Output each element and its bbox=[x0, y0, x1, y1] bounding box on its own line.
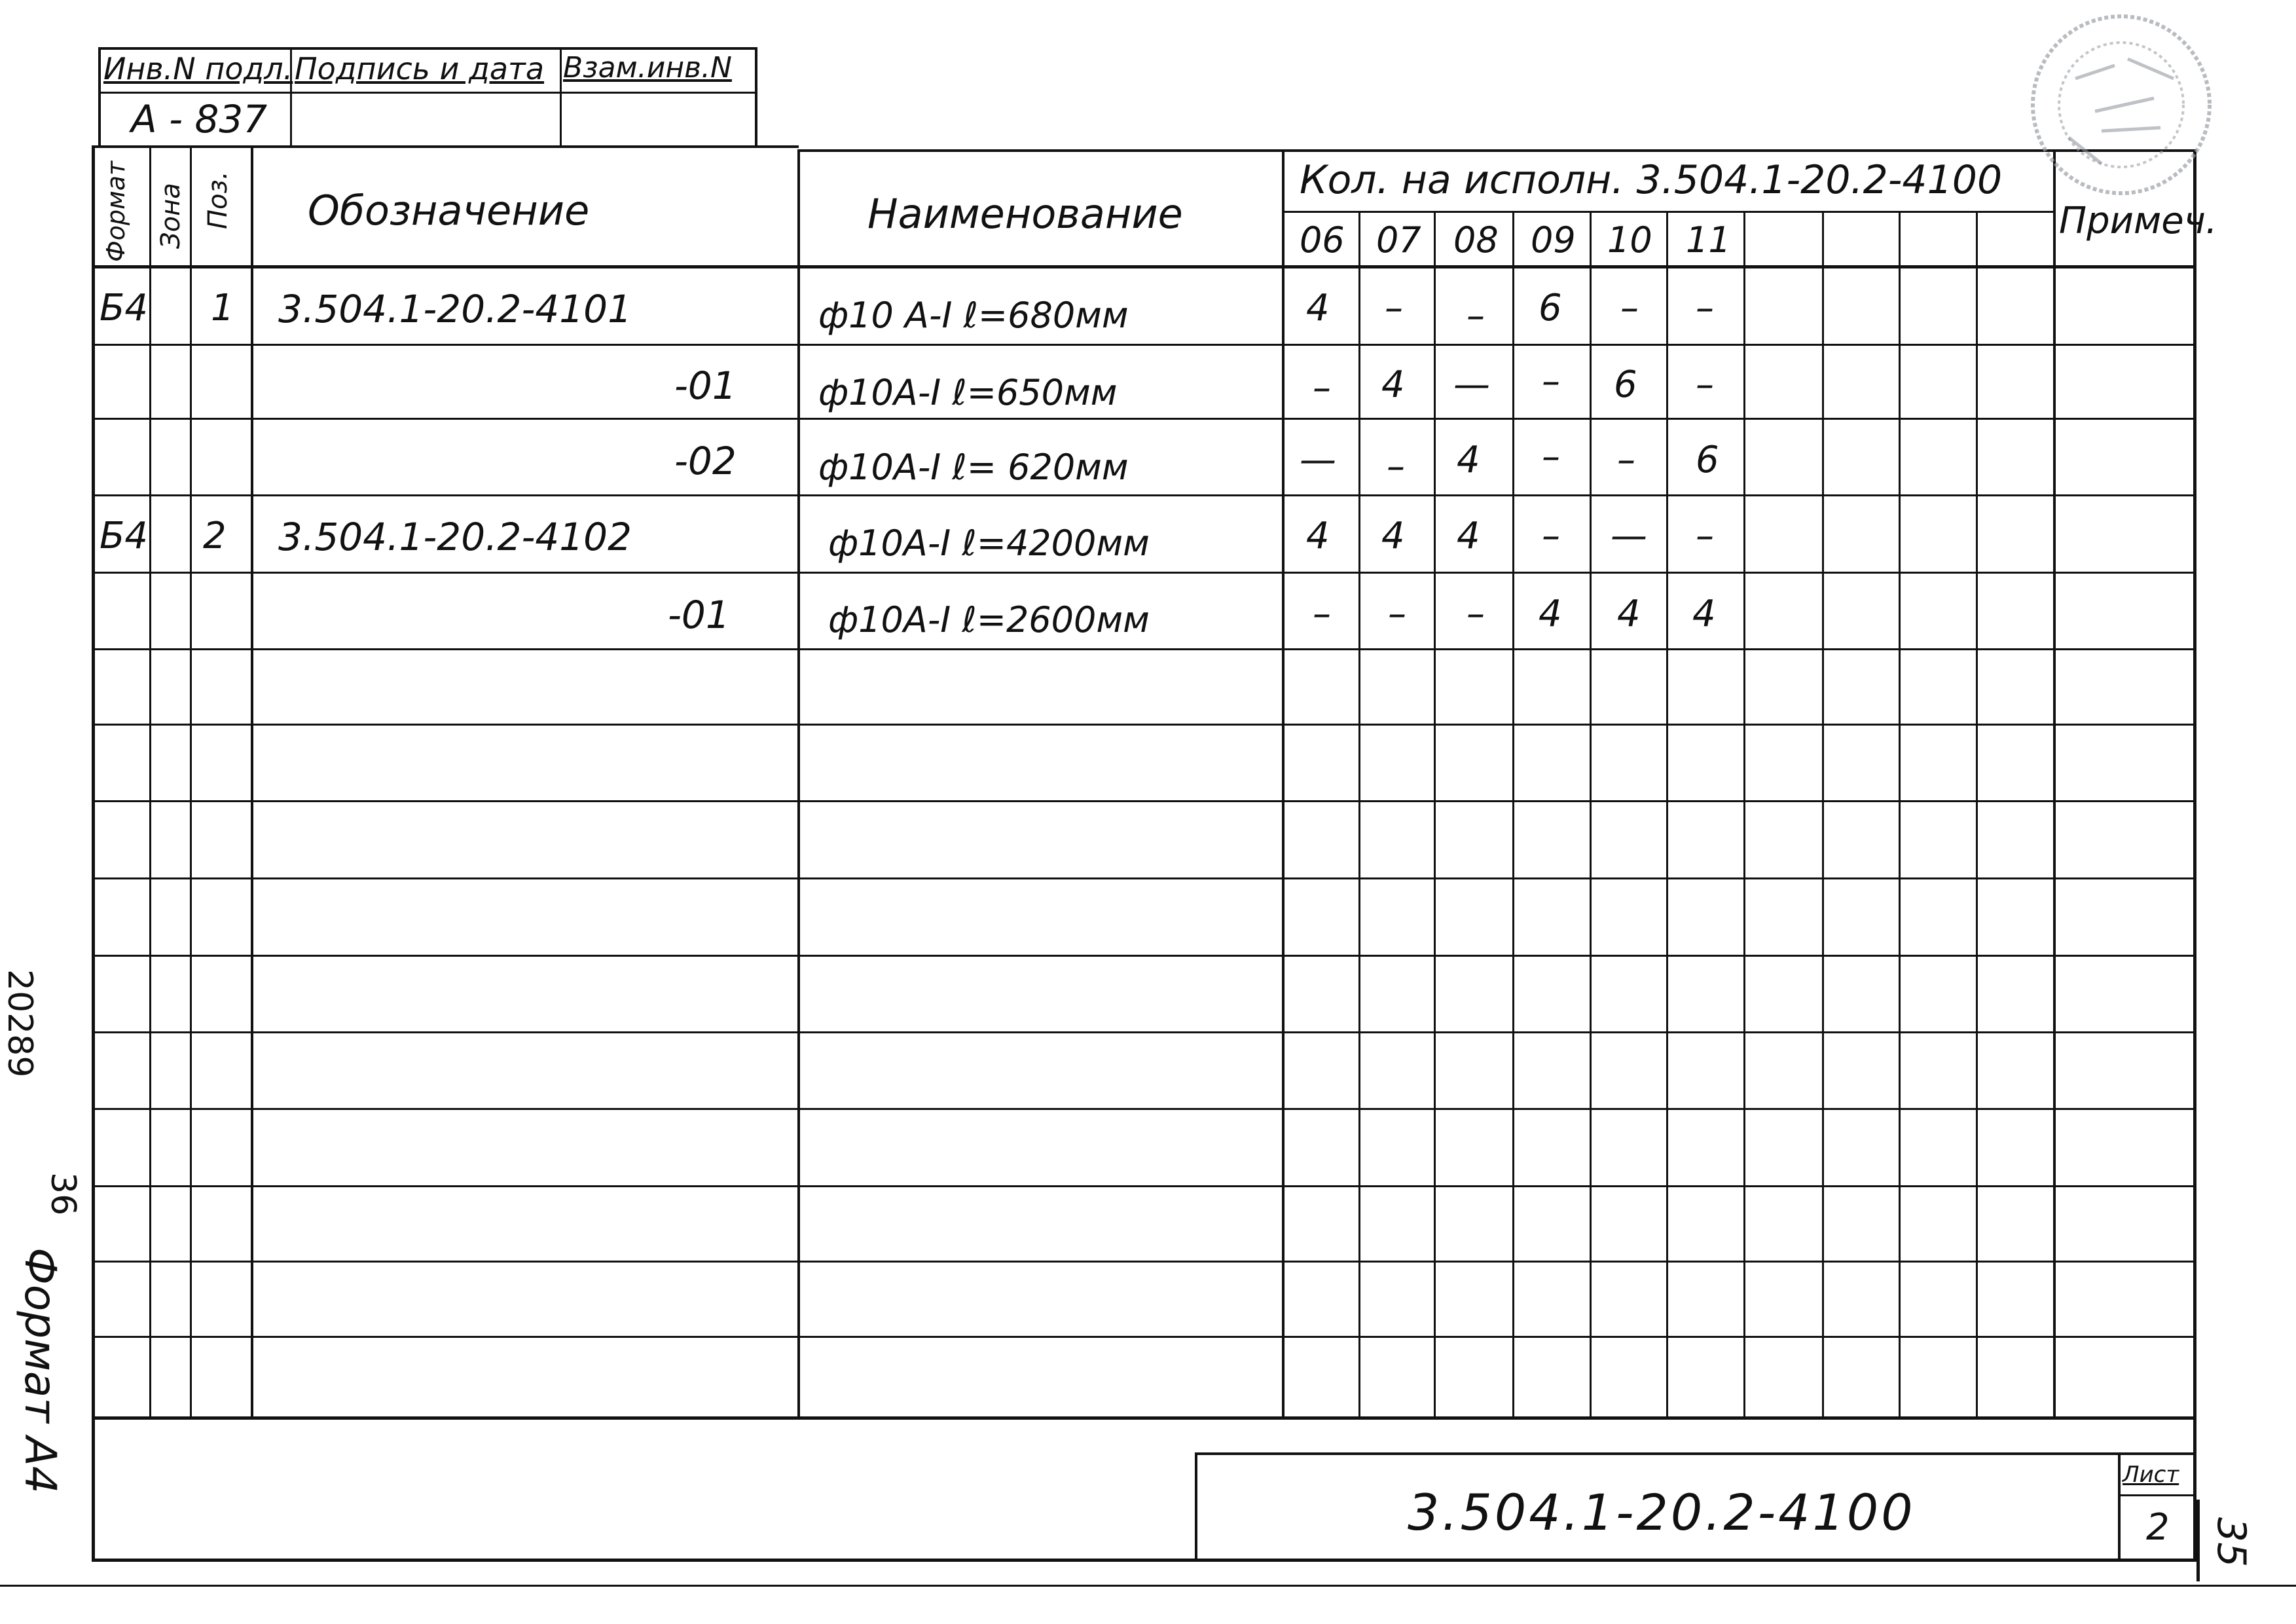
archive-number: 20289 bbox=[0, 969, 39, 1078]
row-qty: 4 bbox=[1381, 515, 1405, 557]
row-name: ф10А-I ℓ= 620мм bbox=[818, 447, 1129, 488]
row-name: ф10 А-I ℓ=680мм bbox=[818, 295, 1129, 336]
row-format: Б4 bbox=[100, 515, 149, 557]
row-qty: – bbox=[1388, 593, 1406, 635]
row-designation: -02 bbox=[674, 439, 737, 483]
row-qty: – bbox=[1620, 287, 1639, 329]
row-qty: 4 bbox=[1457, 439, 1480, 481]
header-format: Формат bbox=[101, 160, 130, 262]
replacement-inv-label: Взам.инв.N bbox=[563, 51, 732, 84]
row-qty: 4 bbox=[1306, 287, 1330, 329]
row-qty: – bbox=[1696, 287, 1714, 329]
row-qty: – bbox=[1313, 593, 1331, 635]
header-note: Примеч. bbox=[2059, 200, 2217, 242]
row-name: ф10А-I ℓ=650мм bbox=[818, 372, 1118, 413]
row-qty: – bbox=[1617, 439, 1635, 481]
row-qty: – bbox=[1542, 435, 1560, 478]
row-qty: – bbox=[1313, 367, 1331, 409]
row-name: ф10А-I ℓ=4200мм bbox=[828, 523, 1150, 564]
row-qty: – bbox=[1542, 360, 1560, 403]
variant-header: 06 bbox=[1300, 219, 1345, 261]
row-qty: — bbox=[1453, 363, 1490, 406]
row-qty: — bbox=[1300, 439, 1336, 481]
header-qty-title: Кол. на исполн. 3.504.1-20.2-4100 bbox=[1300, 157, 2003, 203]
signature-date-label: Подпись и дата bbox=[295, 51, 545, 86]
header-position: Поз. bbox=[203, 171, 233, 229]
row-qty: 4 bbox=[1617, 593, 1641, 635]
row-designation: -01 bbox=[668, 593, 730, 637]
document-number: 3.504.1-20.2-4100 bbox=[1408, 1483, 1916, 1541]
row-qty: 4 bbox=[1306, 515, 1330, 557]
variant-header: 11 bbox=[1686, 219, 1731, 261]
header-designation: Обозначение bbox=[308, 187, 590, 234]
row-position: 2 bbox=[203, 515, 227, 557]
sheet-number: 2 bbox=[2146, 1506, 2170, 1549]
bottom-trim-line bbox=[0, 1585, 2296, 1587]
archive-sheet: 36 bbox=[43, 1172, 82, 1216]
header-zone: Зона bbox=[156, 183, 186, 249]
row-name: ф10А-I ℓ=2600мм bbox=[828, 599, 1150, 640]
inv-value: А - 837 bbox=[131, 97, 268, 141]
row-qty: 6 bbox=[1696, 439, 1719, 481]
row-qty: 4 bbox=[1381, 363, 1405, 406]
variant-header: 08 bbox=[1453, 219, 1499, 261]
page-number: 35 bbox=[2208, 1517, 2255, 1568]
row-qty: — bbox=[1611, 515, 1647, 557]
format-label: Формат А4 bbox=[15, 1247, 65, 1494]
row-qty: – bbox=[1542, 515, 1560, 557]
row-designation: -01 bbox=[674, 363, 737, 408]
row-qty: – bbox=[1696, 515, 1714, 557]
row-qty: 6 bbox=[1539, 287, 1562, 329]
variant-header: 09 bbox=[1531, 219, 1576, 261]
row-qty: – bbox=[1385, 287, 1403, 329]
approval-seal-icon bbox=[2023, 7, 2219, 203]
variant-header: 07 bbox=[1376, 219, 1421, 261]
row-qty: – bbox=[1387, 445, 1405, 488]
row-qty: – bbox=[1467, 593, 1485, 635]
row-qty: 4 bbox=[1539, 593, 1562, 635]
row-format: Б4 bbox=[100, 287, 149, 329]
sheet-label: Лист bbox=[2123, 1462, 2179, 1488]
row-qty: – bbox=[1696, 363, 1714, 406]
row-qty: 6 bbox=[1614, 363, 1637, 406]
header-name: Наименование bbox=[867, 190, 1183, 238]
row-designation: 3.504.1-20.2-4101 bbox=[278, 287, 632, 331]
inv-label: Инв.N подл. bbox=[103, 51, 293, 86]
row-qty: 4 bbox=[1457, 515, 1480, 557]
row-position: 1 bbox=[211, 287, 234, 329]
row-designation: 3.504.1-20.2-4102 bbox=[278, 515, 632, 559]
row-qty: – bbox=[1467, 295, 1485, 337]
variant-header: 10 bbox=[1607, 219, 1652, 261]
row-qty: 4 bbox=[1692, 593, 1716, 635]
